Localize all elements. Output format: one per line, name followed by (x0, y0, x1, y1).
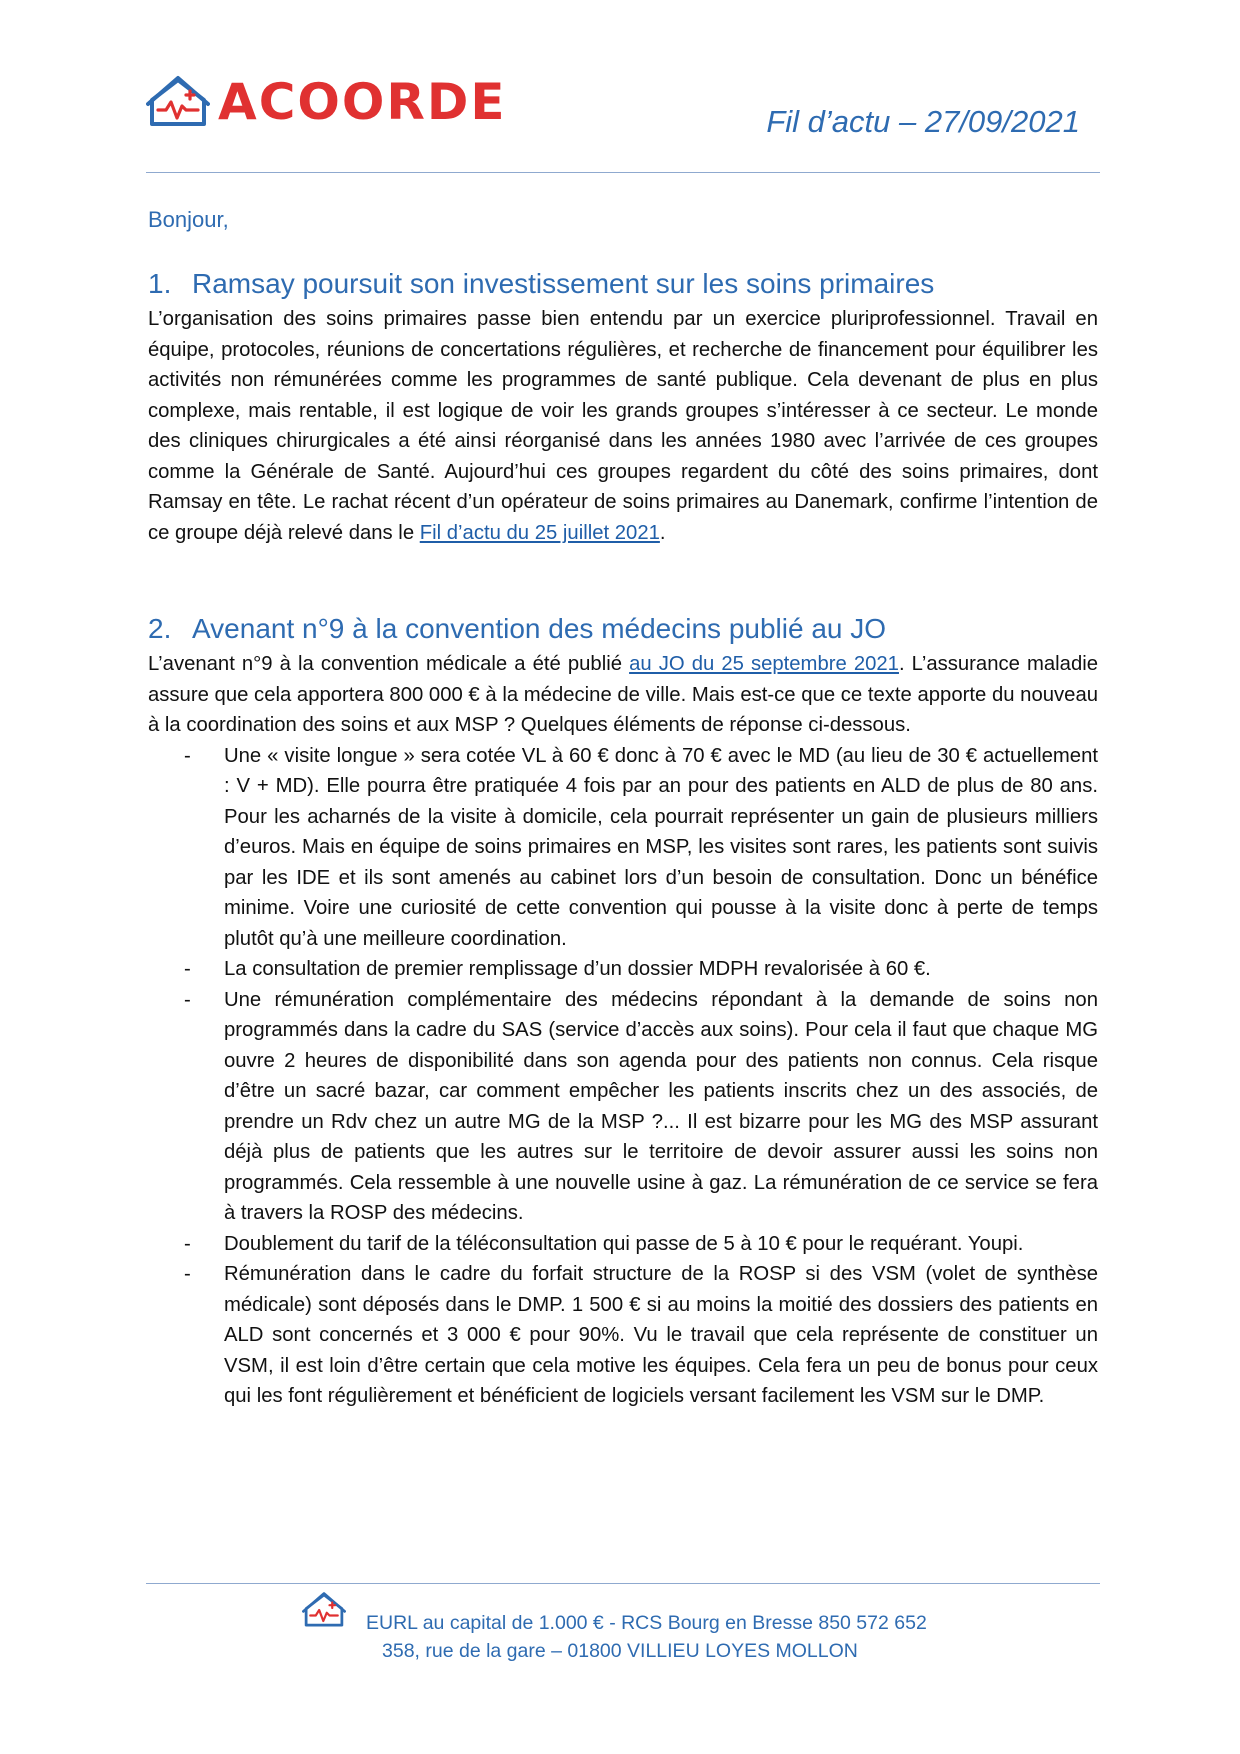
section-heading (148, 611, 1098, 647)
footer-address: 358, rue de la gare – 01800 VILLIEU LOYES MOLLON (382, 1640, 858, 1662)
house-heartbeat-icon (302, 1590, 346, 1630)
bullet-dash: - (184, 988, 191, 1011)
greeting: Bonjour, (148, 207, 229, 232)
paragraph-text-end: . (659, 521, 666, 544)
section-number: 1. (148, 268, 172, 299)
list-item (148, 1229, 1098, 1260)
jo-septembre-link[interactable]: au JO du 25 septembre 2021 (629, 653, 899, 675)
fil-actu-juillet-link[interactable]: Fil d’actu du 25 juillet 2021 (419, 521, 660, 544)
document-title: Fil d’actu – 27/09/2021 (766, 104, 1080, 139)
section-title: Avenant n°9 à la convention des médecins publié au JO (192, 613, 887, 644)
section-heading (148, 266, 1098, 302)
bullet-list (148, 741, 1098, 1412)
footer-company-info: EURL au capital de 1.000 € - RCS Bourg en Bresse 850 572 652 (366, 1612, 927, 1634)
list-item-text: Une rémunération complémentaire des médecins répondant à la demande de soins non programmés dans la cadre du SAS (service d’accès aux soins). Pour cela il faut que chaque MG ouvre 2 heures de disponibilité dans son agenda pour des patients non connus. Cela risque d’être un sacré bazar, car comment empêcher les patients inscrits chez un des associés, de prendre un Rdv chez un autre MG de la MSP ?... Il est bizarre pour les MG des MSP assurant déjà plus de patients que les autres sur le territoire de devoir assurer aussi les soins non programmés. Cela ressemble à une nouvelle usine à gaz. La rémunération de ce service se fera à travers la ROSP des médecins. (224, 988, 1098, 1224)
section-paragraph (148, 649, 1098, 741)
bullet-dash: - (184, 744, 191, 767)
paragraph-text: L’organisation des soins primaires passe bien entendu par un exercice pluriprofessionnel. Travail en équipe, protocoles, réunions de concertations régulières, et recherche de financement pour équilibrer les activités non rémunérées comme les programmes de santé publique. Cela devenant de plus en plus complexe, mais rentable, il est logique de voir les grands groupes s’intéresser à ce secteur. Le monde des cliniques chirurgicales a été ainsi réorganisé dans les années 1980 avec l’arrivée de ces groupes comme la Générale de Santé. Aujourd’hui ces groupes regardent du côté des soins primaires, dont Ramsay en tête. Le rachat récent d’un opérateur de soins primaires au Danemark, confirme l’intention de ce groupe déjà relevé dans le (148, 308, 1098, 544)
section-spacer (148, 548, 1098, 611)
section-ramsay (148, 266, 1098, 548)
footer (0, 1590, 1240, 1670)
section-number: 2. (148, 613, 172, 644)
header-divider (146, 172, 1100, 173)
footer-divider (146, 1583, 1100, 1584)
list-item (148, 1259, 1098, 1412)
list-item (148, 741, 1098, 955)
logo-text: ACOORDE (218, 73, 507, 131)
list-item (148, 985, 1098, 1229)
paragraph-text-end: . L’assurance maladie assure que cela apportera 800 000 € à la médecine de ville. Mais est-ce que ce texte apporte du nouveau à la coordination des soins et aux MSP ? Quelques éléments de réponse ci-dessous. (148, 653, 1099, 736)
list-item-text: Une « visite longue » sera cotée VL à 60 € donc à 70 € avec le MD (au lieu de 30 € actuellement : V + MD). Elle pourra être pratiquée 4 fois par an pour des patients en ALD de plus de 80 ans. Pour les acharnés de la visite à domicile, cela pourrait représenter un gain de plusieurs milliers d’euros. Mais en équipe de soins primaires en MSP, les visites sont rares, les patients sont suivis par les IDE et ils sont amenés au cabinet lors d’un besoin de consultation. Donc un bénéfice minime. Voire une curiosité de cette convention qui pousse à la visite donc à perte de temps plutôt qu’à une meilleure coordination. (224, 744, 1098, 950)
bullet-dash: - (184, 1232, 191, 1255)
section-avenant (148, 611, 1098, 1412)
bullet-dash: - (184, 1263, 191, 1285)
logo (146, 74, 507, 130)
house-heartbeat-icon (146, 74, 210, 130)
list-item-text: La consultation de premier remplissage d’un dossier MDPH revalorisée à 60 €. (224, 958, 931, 980)
section-paragraph (148, 304, 1098, 548)
list-item (148, 954, 1098, 985)
section-title: Ramsay poursuit son investissement sur les soins primaires (192, 268, 935, 299)
main-content (148, 204, 1098, 1412)
bullet-dash: - (184, 958, 191, 980)
paragraph-text: L’avenant n°9 à la convention médicale a été publié (148, 653, 630, 675)
list-item-text: Doublement du tarif de la téléconsultation qui passe de 5 à 10 € pour le requérant. Youpi. (224, 1232, 1024, 1255)
list-item-text: Rémunération dans le cadre du forfait structure de la ROSP si des VSM (volet de synthèse médicale) sont déposés dans le DMP. 1 500 € si au moins la moitié des dossiers des patients en ALD sont concernés et 3 000 € pour 90%. Vu le travail que cela représente de constituer un VSM, il est loin d’être certain que cela motive les équipes. Cela fera un peu de bonus pour ceux qui les font régulièrement et bénéficient de logiciels versant facilement les VSM sur le DMP. (224, 1263, 1098, 1407)
header (146, 70, 1100, 160)
